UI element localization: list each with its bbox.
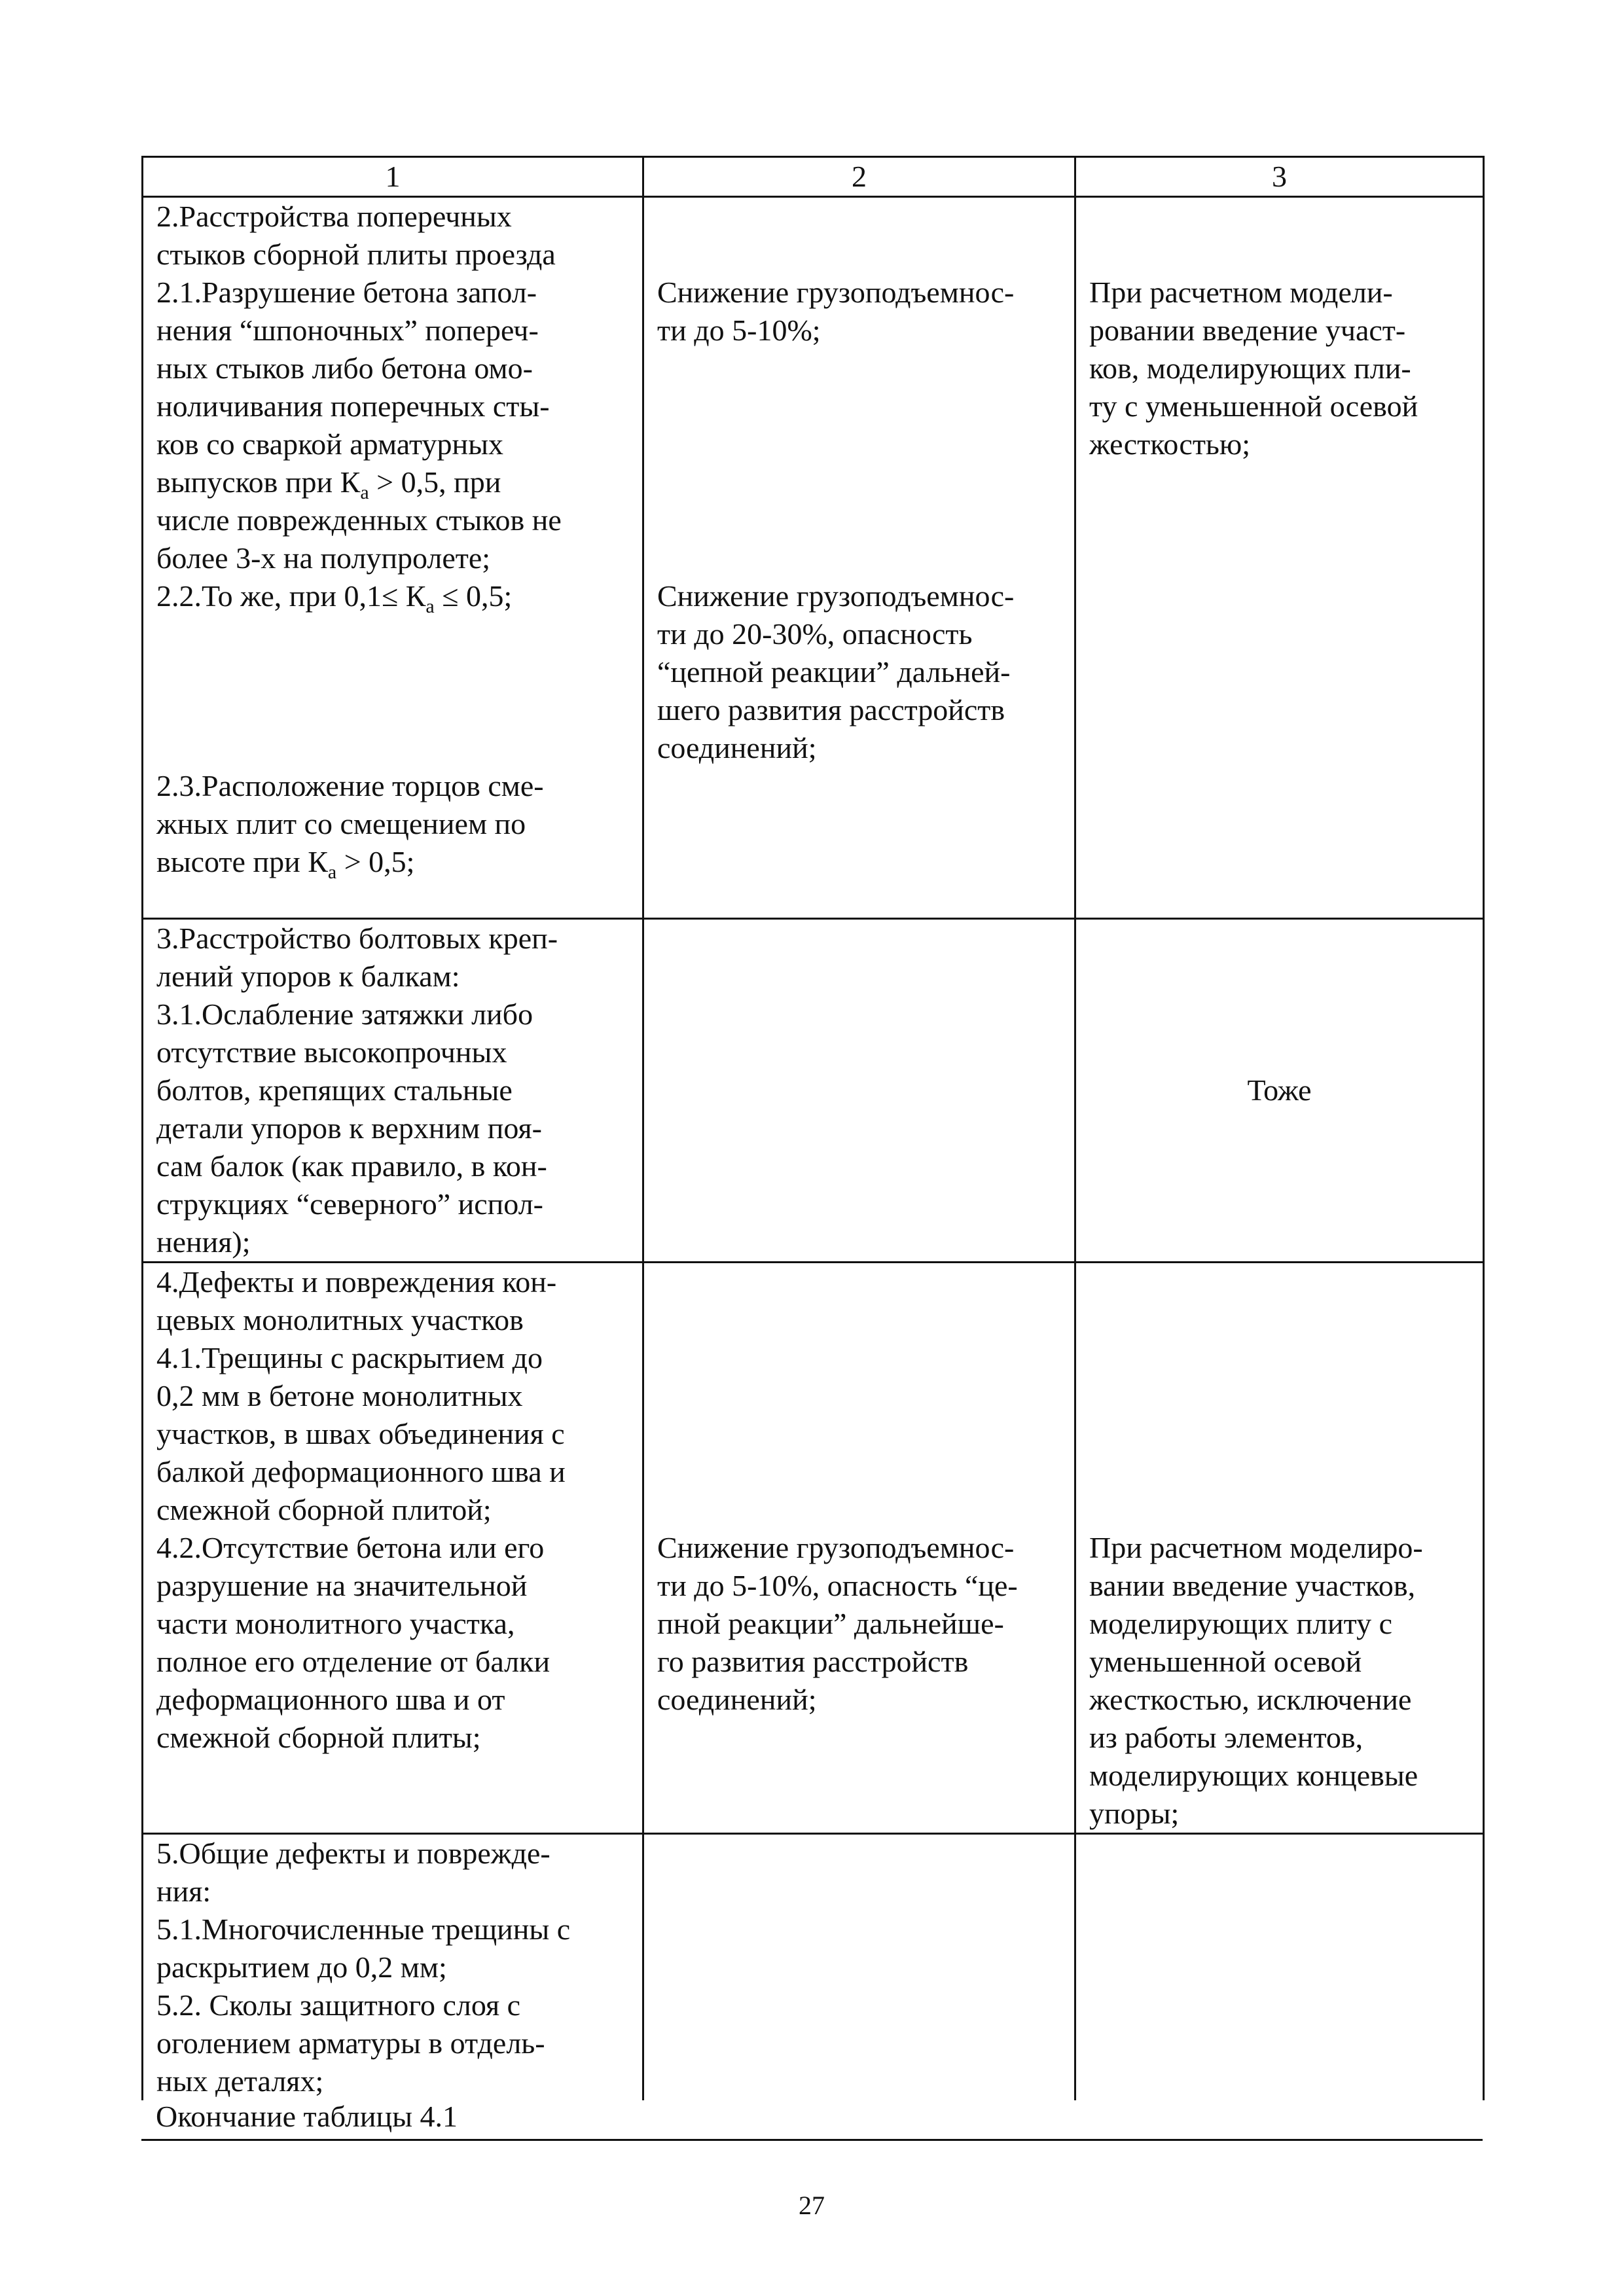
defect-cell [143,197,643,919]
spacer [1089,1263,1470,1529]
column-header-2: 2 [643,157,1075,197]
table-row [143,1263,1484,1834]
defects-table [141,156,1485,2100]
recommendation-cell [1075,1834,1484,2101]
effect-text: Снижение грузоподъемнос- ти до 5-10%; [657,276,1015,347]
effect-text: Снижение грузоподъемнос- ти до 20-30%, опасность “цепной реакции” дальней- шего развития расстройств соединений; [657,579,1015,764]
table-row [143,919,1484,1263]
table-row [143,1834,1484,2101]
caption-divider [141,2139,1483,2141]
recommendation-cell [1075,1263,1484,1834]
recommendation-text: При расчетном модели- ровании введение участ- ков, моделирующих пли- ту с уменьшенной осевой жесткостью; [1089,276,1418,461]
column-header-1: 1 [143,157,643,197]
spacer [657,198,1061,274]
defect-text: 5.Общие дефекты и поврежде- ния: 5.1.Многочисленные трещины с раскрытием до 0,2 мм; 5.2. Сколы защитного слоя с оголением арматуры в отдель- ных деталях; [156,1837,571,2098]
defect-item: 2.1.Разрушение бетона запол- нения “шпоночных” попереч- ных стыков либо бетона омо- ноличивания поперечных сты- ков со сваркой арматурных выпусков при $К_а > 0,5$, при числе поврежденных стыков не более 3-х на полупролете; [156,276,562,575]
page-number: 27 [799,2191,825,2220]
effect-cell [643,1263,1075,1834]
table-header-row [143,157,1484,197]
spacer [657,350,1061,577]
defect-item: 2.3.Расположение торцов сме- жных плит со смещением по высоте при $К_а > 0,5$; [156,769,544,884]
spacer [1089,198,1470,274]
effect-cell [643,919,1075,1263]
defect-cell [143,919,643,1263]
column-header-3: 3 [1075,157,1484,197]
defect-cell [143,1834,643,2101]
spacer [156,615,629,767]
spacer [657,1263,1061,1529]
defect-text: 4.2.Отсутствие бетона или его разрушение на значительной части монолитного участка, полное его отделение от балки деформационного шва и от смежной сборной плиты; [156,1531,550,1754]
effect-text: Снижение грузоподъемнос- ти до 5-10%, опасность “це- пной реакции” дальнейше- го развития расстройств соединений; [657,1531,1018,1716]
defect-text: 3.Расстройство болтовых креп- лений упоров к балкам: 3.1.Ослабление затяжки либо отсутствие высокопрочных болтов, крепящих стальные детали упоров к верхним поя- сам балок (как правило, в кон- струкциях “северного” испол- нения); [156,922,558,1259]
defect-text: 4.Дефекты и повреждения кон- цевых монолитных участков 4.1.Трещины с раскрытием до 0,2 мм в бетоне монолитных участков, в швах объединения с балкой деформационного шва и смежной сборной плитой; [156,1265,566,1526]
table-caption: Окончание таблицы 4.1 [156,2100,458,2133]
effect-cell [643,1834,1075,2101]
recommendation-cell [1075,197,1484,919]
recommendation-text: Тоже [1247,1073,1312,1107]
recommendation-text: При расчетном моделиро- вании введение участков, моделирующих плиту с уменьшенной осевой жесткостью, исключение из работы элементов, моделирующих концевые упоры; [1089,1531,1423,1830]
table-row [143,197,1484,919]
defect-heading: 2.Расстройства поперечных стыков сборной плиты проезда [156,200,556,271]
defect-item: 2.2.То же, при $0,1\le К_а \le 0,5$; [156,579,513,618]
recommendation-cell [1075,919,1484,1263]
defect-cell [143,1263,643,1834]
effect-cell [643,197,1075,919]
